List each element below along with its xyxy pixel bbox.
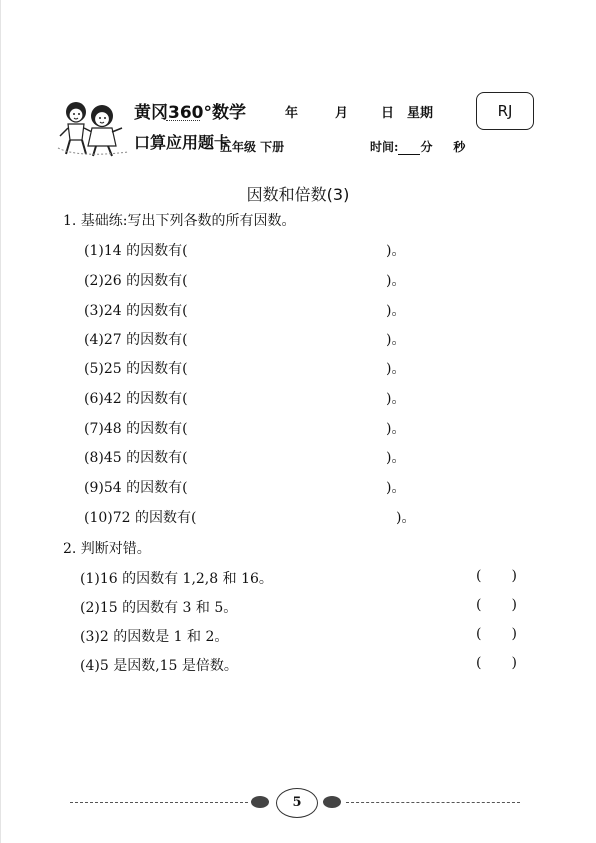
factor-question [84,358,406,378]
answer-parentheses [476,655,517,671]
time-blank [398,144,420,155]
date-weekday-label: 星期 [407,106,434,121]
true-false-statement: (3)2 的因数是 1 和 2。 [80,629,229,645]
paren-close: ) [511,568,517,584]
edition-badge: RJ [476,92,534,130]
factor-question [84,477,406,497]
card-name: 口算应用题卡 [134,133,231,152]
date-day-label: 日 [381,106,395,121]
answer-close: )。 [386,332,406,348]
page-number: 5 [276,788,318,818]
question-label: (9)54 的因数有( [84,480,188,496]
footer-dashed-rule-right [346,802,520,803]
question-label: (3)24 的因数有( [84,303,188,319]
question-label: (8)45 的因数有( [84,450,188,466]
cartoon-kids-logo [56,98,134,160]
answer-close: )。 [386,273,406,289]
factor-question [84,507,416,527]
time-label: 时间: [370,140,399,154]
factor-question [84,418,406,438]
factor-question [84,447,406,467]
brand-dotted-rule [166,120,200,121]
factor-question [84,388,406,408]
paren-close: ) [511,626,517,642]
paren-open: ( [476,597,482,613]
true-false-statement: (4)5 是因数,15 是倍数。 [80,658,238,674]
time-seconds-label: 秒 [453,140,466,154]
paren-open: ( [476,655,482,671]
answer-close: )。 [386,361,406,377]
answer-close: )。 [386,421,406,437]
question-label: (10)72 的因数有( [84,510,197,526]
question-label: (6)42 的因数有( [84,391,188,407]
answer-parentheses [476,597,517,613]
worksheet-header [56,92,536,164]
answer-close: )。 [386,243,406,259]
question-label: (4)27 的因数有( [84,332,188,348]
date-year-label: 年 [285,106,299,121]
paren-close: ) [511,597,517,613]
answer-close: )。 [386,303,406,319]
answer-parentheses [476,626,517,642]
true-false-statement: (2)15 的因数有 3 和 5。 [80,600,238,616]
time-minutes-label: 分 [420,140,433,154]
section1-heading: 1. 基础练:写出下列各数的所有因数。 [63,213,296,229]
answer-close: )。 [386,450,406,466]
factor-question [84,270,406,290]
answer-parentheses [476,568,517,584]
factor-question [84,300,406,320]
footer-dashed-rule-left [70,802,248,803]
question-label: (1)14 的因数有( [84,243,188,259]
paren-open: ( [476,626,482,642]
question-label: (5)25 的因数有( [84,361,188,377]
grade-label: 五年级 下册 [220,140,285,154]
answer-close: )。 [386,391,406,407]
factor-question [84,329,406,349]
brand-title: 黄冈360°数学 [134,103,246,123]
true-false-statement: (1)16 的因数有 1,2,8 和 16。 [80,571,273,587]
question-label: (2)26 的因数有( [84,273,188,289]
worksheet-title: 因数和倍数(3) [246,185,350,204]
paren-open: ( [476,568,482,584]
time-field [370,138,465,155]
factor-question [84,240,406,260]
date-month-label: 月 [335,106,349,121]
question-label: (7)48 的因数有( [84,421,188,437]
answer-close: )。 [396,510,416,526]
section2-heading: 2. 判断对错。 [63,541,151,557]
answer-close: )。 [386,480,406,496]
paren-close: ) [511,655,517,671]
